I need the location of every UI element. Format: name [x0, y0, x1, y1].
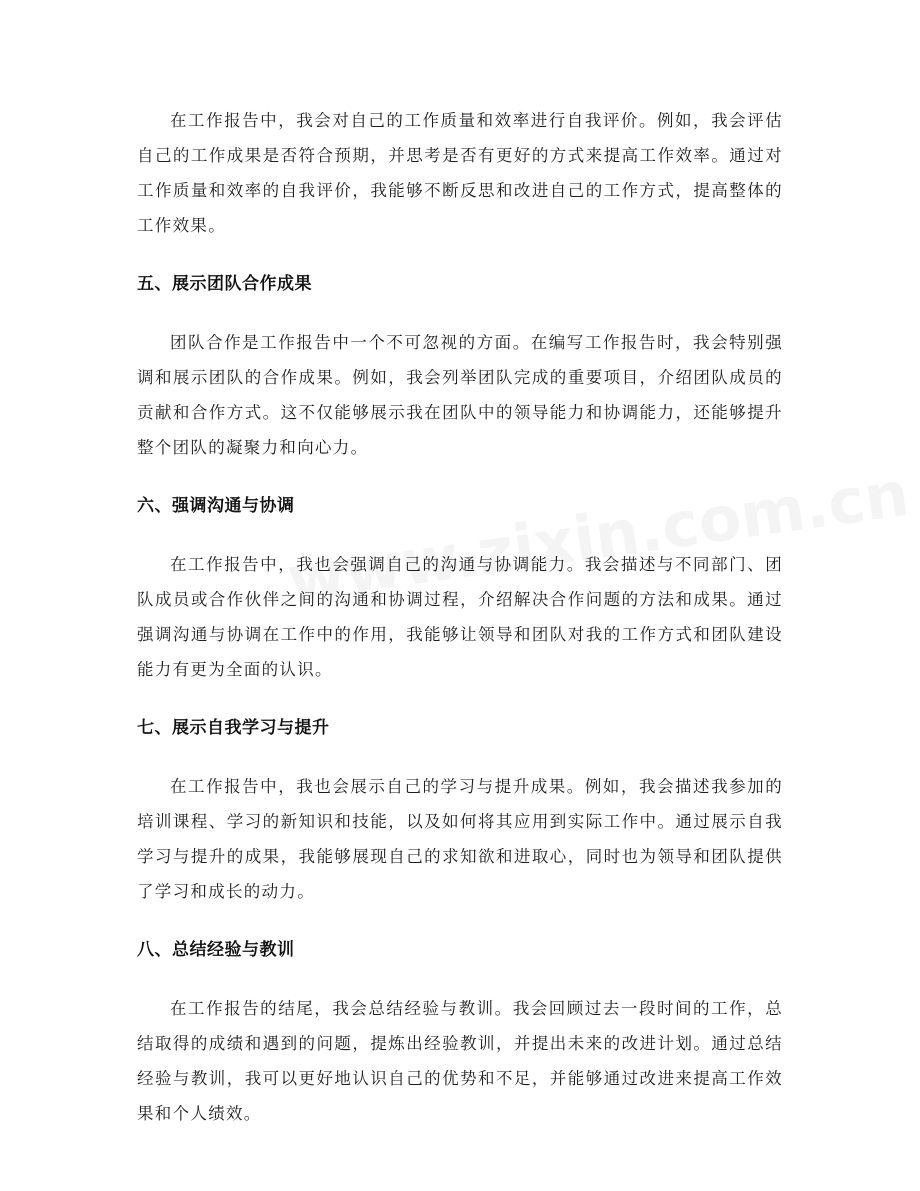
paragraph-section-7: 在工作报告中，我也会展示自己的学习与提升成果。例如，我会描述我参加的培训课程、学习的新知识和技能，以及如何将其应用到实际工作中。通过展示自我学习与提升的成果，我能够展现自己的求知欲和进取心，同时也为领导和团队提供了学习和成长的动力。: [137, 777, 783, 901]
paragraph-section-6: 在工作报告中，我也会强调自己的沟通与协调能力。我会描述与不同部门、团队成员或合作伙伴之间的沟通和协调过程，介绍解决合作问题的方法和成果。通过强调沟通与协调在工作中的作用，我能够让领导和团队对我的工作方式和团队建设能力有更为全面的认识。: [137, 555, 783, 679]
document-body: [137, 103, 783, 1131]
paragraph-section-8: 在工作报告的结尾，我会总结经验与教训。我会回顾过去一段时间的工作，总结取得的成绩和遇到的问题，提炼出经验教训，并提出未来的改进计划。通过总结经验与教训，我可以更好地认识自己的优势和不足，并能够通过改进来提高工作效果和个人绩效。: [137, 999, 783, 1123]
section-heading-7: 七、展示自我学习与提升: [137, 718, 330, 738]
paragraph-section-5: 团队合作是工作报告中一个不可忽视的方面。在编写工作报告时，我会特别强调和展示团队的合作成果。例如，我会列举团队完成的重要项目，介绍团队成员的贡献和合作方式。这不仅能够展示我在团队中的领导能力和协调能力，还能够提升整个团队的凝聚力和向心力。: [137, 333, 783, 457]
paragraph-intro: 在工作报告中，我会对自己的工作质量和效率进行自我评价。例如，我会评估自己的工作成果是否符合预期，并思考是否有更好的方式来提高工作效率。通过对工作质量和效率的自我评价，我能够不断反思和改进自己的工作方式，提高整体的工作效果。: [137, 111, 783, 235]
section-heading-8: 八、总结经验与教训: [137, 940, 295, 960]
section-heading-6: 六、强调沟通与协调: [137, 496, 295, 516]
section-heading-5: 五、展示团队合作成果: [137, 274, 312, 294]
